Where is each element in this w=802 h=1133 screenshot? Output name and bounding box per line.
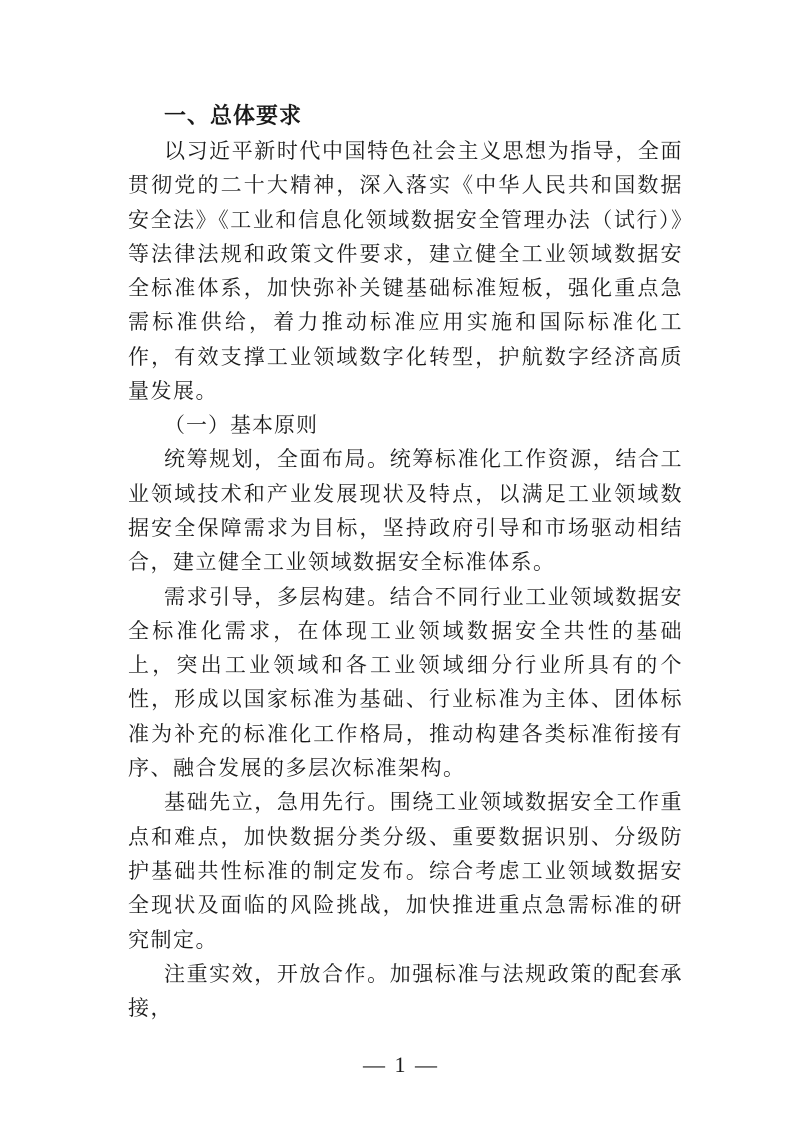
- principle-paragraph: [128, 580, 683, 786]
- principle-lead: 需求引导，多层构建。: [164, 584, 390, 609]
- principle-lead: 基础先立，急用先行。: [164, 790, 390, 815]
- principle-body: 围绕工业领域数据安全工作重点和难点，加快数据分类分级、重要数据识别、分级防护基础共性标准的制定发布。综合考虑工业领域数据安全现状及面临的风险挑战，加快推进重点急需标准的研究制定。: [128, 790, 684, 952]
- page-number: — 1 —: [363, 1052, 439, 1077]
- subsection-heading: （一）基本原则: [164, 413, 318, 438]
- principle-paragraph: [128, 442, 683, 579]
- principle-paragraph: [128, 957, 683, 1026]
- principle-paragraph: [128, 785, 683, 956]
- principle-lead: 注重实效，开放合作。: [164, 961, 390, 986]
- principle-lead: 统筹规划，全面布局。: [164, 447, 390, 472]
- principle-body: 统筹标准化工作资源，结合工业领域技术和产业发展现状及特点，以满足工业领域数据安全保障需求为目标，坚持政府引导和市场驱动相结合，建立健全工业领域数据安全标准体系。: [128, 447, 684, 575]
- section-heading: 一、总体要求: [164, 104, 303, 129]
- page-content: [128, 100, 683, 1025]
- principle-body: 加强标准与法规政策的配套承接，: [128, 961, 684, 1021]
- principle-body: 结合不同行业工业领域数据安全标准化需求，在体现工业领域数据安全共性的基础上，突出工业领域和各工业领域细分行业所具有的个性，形成以国家标准为基础、行业标准为主体、团体标准为补充的标准化工作格局，推动构建各类标准衔接有序、融合发展的多层次标准架构。: [128, 584, 684, 781]
- intro-paragraph: 以习近平新时代中国特色社会主义思想为指导，全面贯彻党的二十大精神，深入落实《中华人民共和国数据安全法》《工业和信息化领域数据安全管理办法（试行）》等法律法规和政策文件要求，建立健全工业领域数据安全标准体系，加快弥补关键基础标准短板，强化重点急需标准供给，着力推动标准应用实施和国际标准化工作，有效支撑工业领域数字化转型，护航数字经济高质量发展。: [128, 139, 683, 404]
